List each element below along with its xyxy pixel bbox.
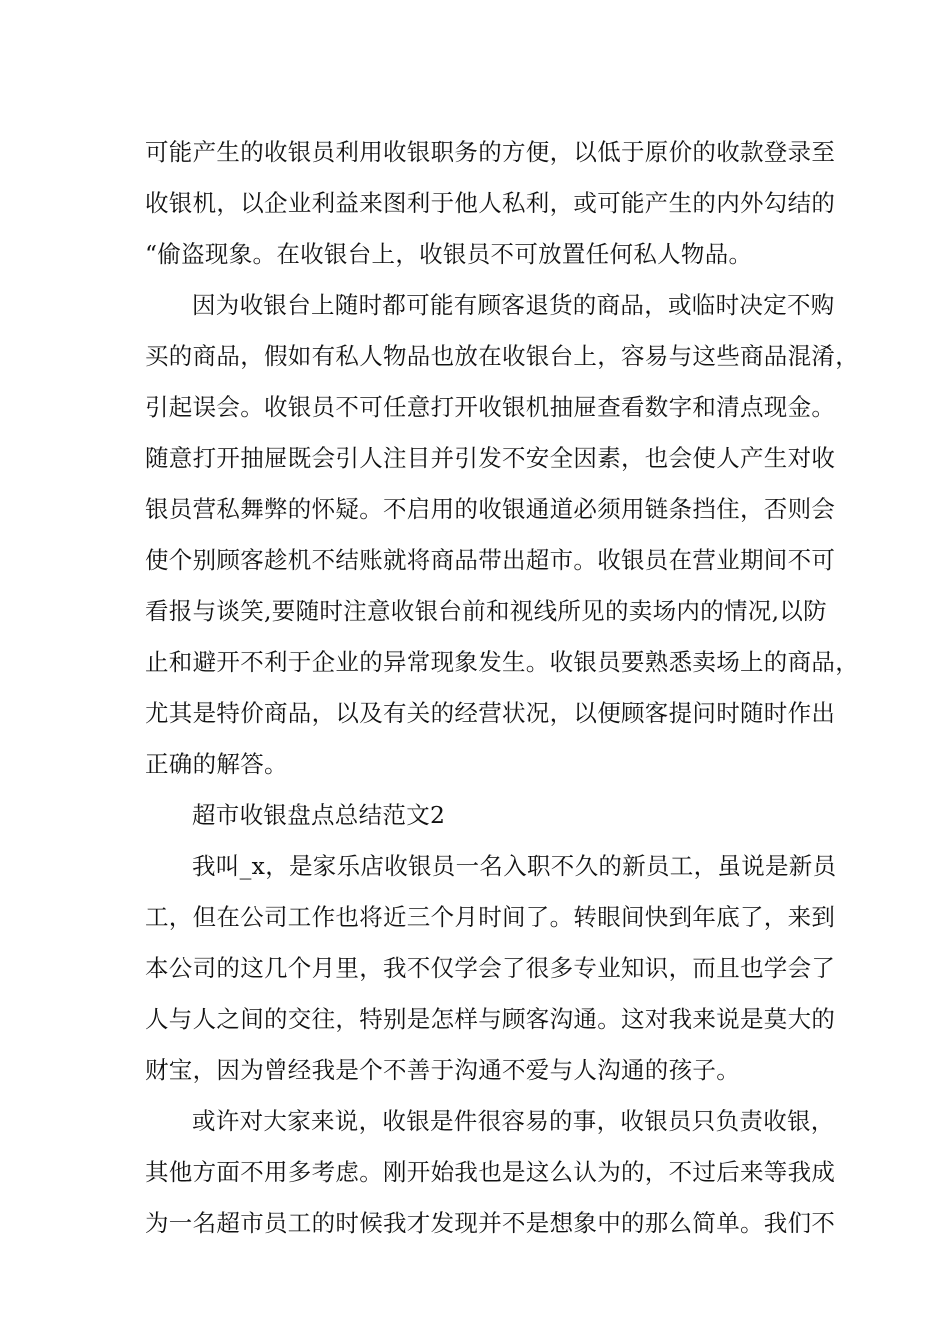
text-line: 止和避开不利于企业的异常现象发生。收银员要熟悉卖场上的商品， [145,648,859,676]
text-line: 为一名超市员工的时候我才发现并不是想象中的那么简单。我们不 [145,1209,836,1237]
text-line: 使个别顾客趁机不结账就将商品带出超市。收银员在营业期间不可 [145,546,836,574]
text-line: 银员营私舞弊的怀疑。不启用的收银通道必须用链条挡住，否则会 [145,495,836,523]
text-line: 买的商品，假如有私人物品也放在收银台上，容易与这些商品混淆， [145,342,859,370]
paragraph-start-line: 因为收银台上随时都可能有顾客退货的商品，或临时决定不购 [192,291,835,319]
text-line: 可能产生的收银员利用收银职务的方便，以低于原价的收款登录至 [145,138,836,166]
text-line: 工，但在公司工作也将近三个月时间了。转眼间快到年底了，来到 [145,903,836,931]
text-line: 正确的解答。 [145,750,288,778]
paragraph-start-line: 我叫_x，是家乐店收银员一名入职不久的新员工，虽说是新员 [192,852,837,880]
text-line: 随意打开抽屉既会引人注目并引发不安全因素，也会使人产生对收 [145,444,836,472]
text-line: 引起误会。收银员不可任意打开收银机抽屉查看数字和清点现金。 [145,393,836,421]
text-line: “偷盗现象。在收银台上，收银员不可放置任何私人物品。 [145,240,753,268]
section-heading: 超市收银盘点总结范文2 [192,801,446,829]
text-line: 其他方面不用多考虑。刚开始我也是这么认为的，不过后来等我成 [145,1158,836,1186]
text-line: 收银机，以企业利益来图利于他人私利，或可能产生的内外勾结的 [145,189,836,217]
text-line: 尤其是特价商品，以及有关的经营状况，以便顾客提问时随时作出 [145,699,836,727]
text-line: 看报与谈笑,要随时注意收银台前和视线所见的卖场内的情况,以防 [145,597,827,625]
paragraph-start-line: 或许对大家来说，收银是件很容易的事，收银员只负责收银， [192,1107,835,1135]
text-line: 财宝，因为曾经我是个不善于沟通不爱与人沟通的孩子。 [145,1056,740,1084]
text-line: 人与人之间的交往，特别是怎样与顾客沟通。这对我来说是莫大的 [145,1005,836,1033]
text-line: 本公司的这几个月里，我不仅学会了很多专业知识，而且也学会了 [145,954,836,982]
